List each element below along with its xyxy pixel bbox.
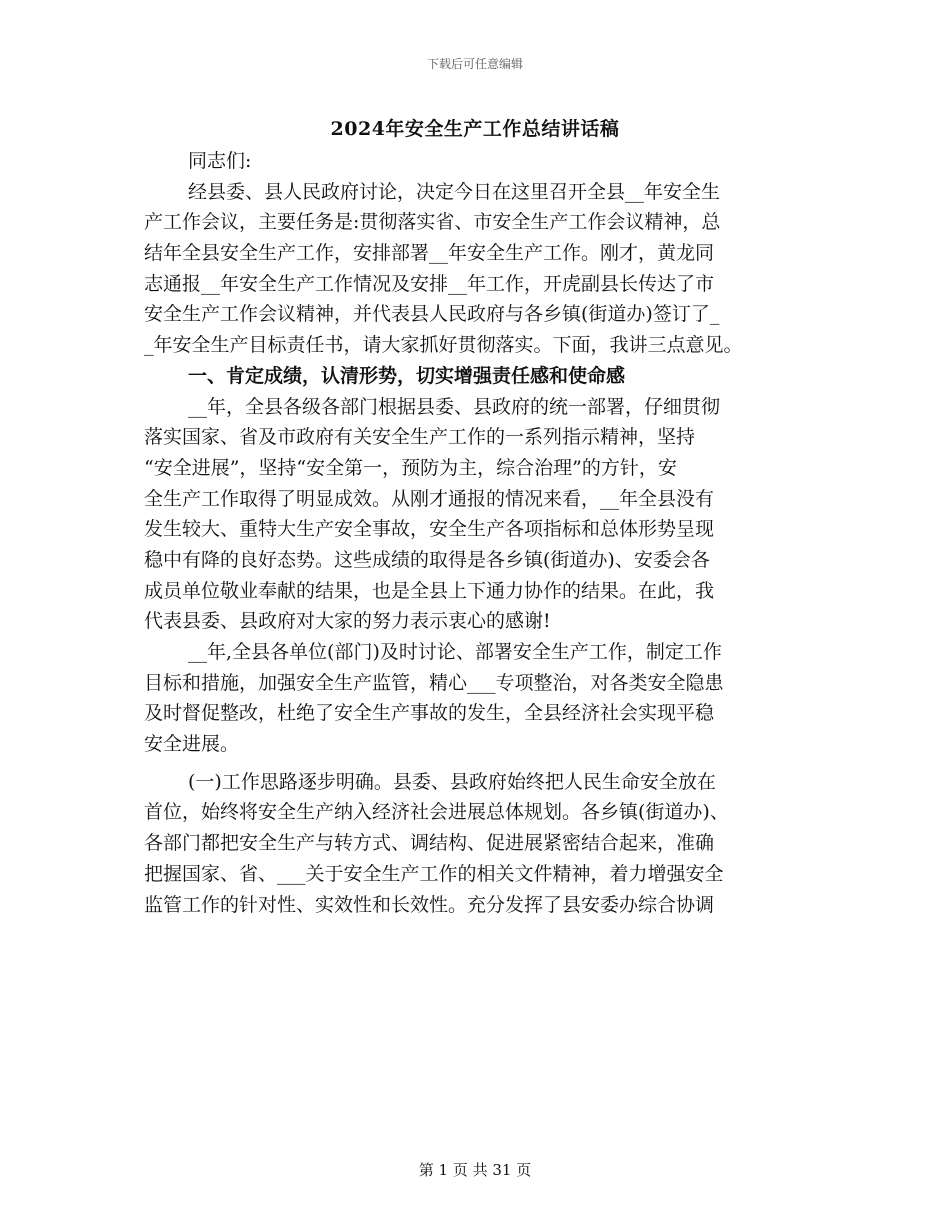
paragraph-line: 各部门都把安全生产与转方式、调结构、促进展紧密结合起来，准确 — [144, 832, 715, 855]
paragraph-line: 落实国家、省及市政府有关安全生产工作的一系列指示精神，坚持 — [144, 426, 696, 449]
paragraph-gap — [144, 760, 809, 767]
header-note: 下载后可任意编辑 — [426, 57, 523, 71]
paragraph-line: 产工作会议，主要任务是:贯彻落实省、市安全生产工作会议精神，总 — [144, 211, 721, 234]
paragraph-line: (一)工作思路逐步明确。县委、县政府始终把人民生命安全放在 — [188, 770, 716, 793]
document-body — [144, 146, 809, 920]
paragraph-line: 经县委、县人民政府讨论，决定今日在这里召开全县__年安全生 — [188, 180, 721, 203]
paragraph-line: 把握国家、省、___关于安全生产工作的相关文件精神，着力增强安全 — [144, 862, 724, 885]
paragraph-line: 代表县委、县政府对大家的努力表示衷心的感谢! — [144, 610, 551, 633]
section-heading: 一、肯定成绩，认清形势，切实增强责任感和使命感 — [188, 364, 626, 387]
salutation-line: 同志们: — [188, 150, 252, 172]
paragraph-line: __年，全县各级各部门根据县委、县政府的统一部署，仔细贯彻 — [188, 395, 721, 418]
paragraph-line: 发生较大、重特大生产安全事故，安全生产各项指标和总体形势呈现 — [144, 518, 715, 541]
paragraph-line: 安全进展。 — [144, 733, 240, 756]
paragraph-line: 目标和措施，加强安全生产监管，精心___专项整治，对各类安全隐患 — [144, 671, 724, 694]
paragraph-line: 安全生产工作会议精神，并代表县人民政府与各乡镇(街道办)签订了_ — [144, 303, 720, 326]
paragraph-line: 志通报__年安全生产工作情况及安排__年工作，开虎副县长传达了市 — [144, 272, 715, 295]
paragraph-line: 及时督促整改，杜绝了安全生产事故的发生，全县经济社会实现平稳 — [144, 702, 715, 725]
paragraph-line: 首位，始终将安全生产纳入经济社会进展总体规划。各乡镇(街道办)、 — [144, 801, 729, 824]
page-number: 第 1 页 共 31 页 — [418, 1161, 532, 1179]
paragraph-line: _年安全生产目标责任书，请大家抓好贯彻落实。下面，我讲三点意见。 — [144, 334, 743, 357]
paragraph-line: 稳中有降的良好态势。这些成绩的取得是各乡镇(街道办)、安委会各 — [144, 548, 710, 571]
paragraph-line: 结年全县安全生产工作，安排部署__年安全生产工作。刚才，黄龙同 — [144, 242, 715, 265]
paragraph-line: 成员单位敬业奉献的结果，也是全县上下通力协作的结果。在此，我 — [144, 579, 715, 602]
paragraph-line: “安全进展”，坚持“安全第一，预防为主，综合治理”的方针，安 — [144, 456, 677, 479]
paragraph-line: __年,全县各单位(部门)及时讨论、部署安全生产工作，制定工作 — [188, 641, 722, 663]
paragraph-line: 监管工作的针对性、实效性和长效性。充分发挥了县安委办综合协调 — [144, 893, 715, 916]
document-title: 2024年安全生产工作总结讲话稿 — [330, 118, 620, 140]
paragraph-line: 全生产工作取得了明显成效。从刚才通报的情况来看，__年全县没有 — [144, 487, 715, 510]
